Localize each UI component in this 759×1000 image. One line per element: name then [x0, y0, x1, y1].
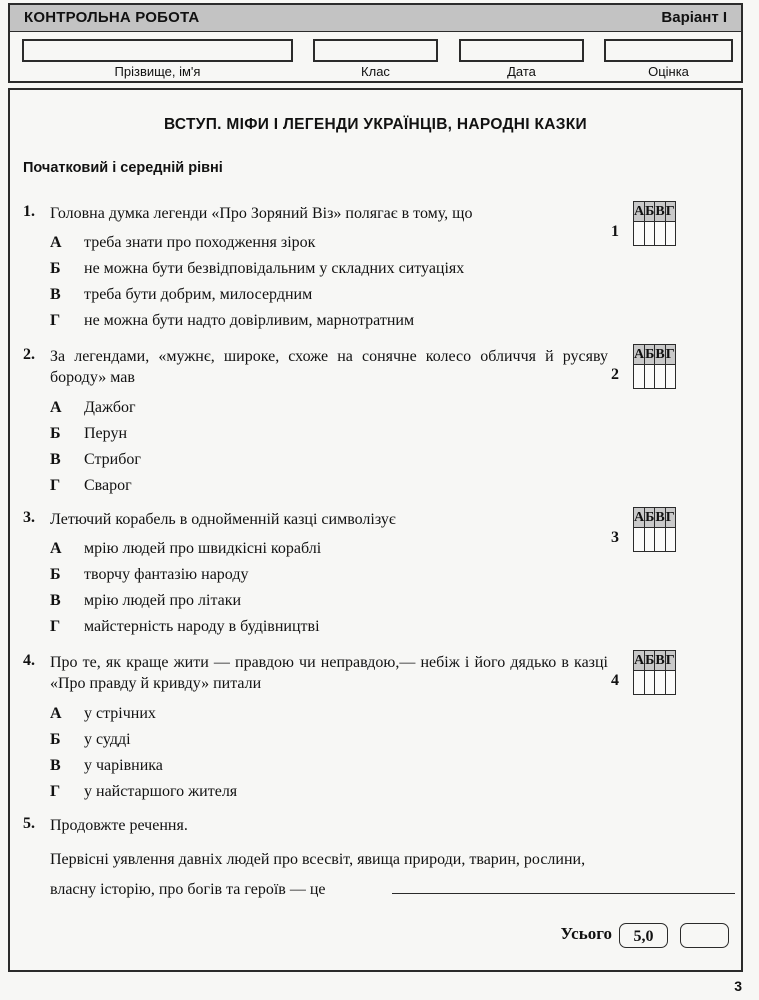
answer-grid-index: 4: [611, 672, 619, 689]
grid-header-d: Г: [665, 651, 675, 671]
option-letter: В: [50, 757, 61, 774]
field-class: [313, 39, 438, 79]
option-letter: А: [50, 540, 62, 557]
option-text: у судді: [84, 731, 131, 748]
grid-header-d: Г: [665, 202, 675, 222]
grid-header-a: А: [634, 651, 645, 671]
date-label: Дата: [507, 64, 536, 79]
total-max-value: 5,0: [619, 923, 668, 948]
option-text: Перун: [84, 425, 128, 442]
option-letter: В: [50, 451, 61, 468]
grid-cell-c[interactable]: [655, 528, 665, 552]
question-5-line-1: Первісні уявлення давніх людей про всесвіт, явища природи, тварин, рослини,: [50, 851, 586, 868]
option-text: треба знати про походження зірок: [84, 234, 316, 251]
question-prompt: Продовжте речення.: [50, 817, 188, 834]
grid-cell-b[interactable]: [645, 671, 655, 695]
question-text: Летючий корабель в однойменній казці символізує: [50, 511, 396, 528]
field-surname: [22, 39, 293, 79]
option-letter: Г: [50, 618, 61, 635]
option-text: не можна бути надто довірливим, марнотратним: [84, 312, 415, 329]
section-title: ВСТУП. МІФИ І ЛЕГЕНДИ УКРАЇНЦІВ, НАРОДНІ КАЗКИ: [164, 116, 587, 133]
grid-cell-a[interactable]: [634, 222, 645, 246]
option-letter: Г: [50, 783, 61, 800]
date-input[interactable]: [459, 39, 584, 62]
grid-header-c: В: [655, 651, 665, 671]
field-grade: [604, 39, 733, 79]
grid-cell-d[interactable]: [665, 528, 675, 552]
option-text: мрію людей про літаки: [84, 592, 242, 609]
option-text: не можна бути безвідповідальним у складних ситуаціях: [84, 260, 465, 277]
question-number: 4.: [23, 652, 35, 669]
grid-cell-c[interactable]: [655, 671, 665, 695]
student-fields-row: [10, 32, 741, 84]
grid-cell-d[interactable]: [665, 365, 675, 389]
grid-cell-d[interactable]: [665, 222, 675, 246]
question-number: 3.: [23, 509, 35, 526]
answer-grid-index: 2: [611, 366, 619, 383]
grid-header-a: А: [634, 508, 645, 528]
total-label: Усього: [560, 924, 612, 943]
class-label: Клас: [361, 64, 390, 79]
grid-header-b: Б: [645, 651, 655, 671]
grid-header-c: В: [655, 202, 665, 222]
class-input[interactable]: [313, 39, 438, 62]
question-5-answer-line[interactable]: [392, 893, 735, 894]
question-text: Про те, як краще жити — правдою чи неправдою,— небіж і його дядько в казці «Про правду й кривду» питали: [50, 654, 608, 692]
grid-header-b: Б: [645, 202, 655, 222]
option-letter: Б: [50, 731, 61, 748]
option-text: Сварог: [84, 477, 132, 494]
question-text: Головна думка легенди «Про Зоряний Віз» полягає в тому, що: [50, 205, 473, 222]
surname-label: Прізвище, ім'я: [114, 64, 201, 79]
question-number: 2.: [23, 346, 35, 363]
grid-cell-a[interactable]: [634, 528, 645, 552]
grid-cell-a[interactable]: [634, 671, 645, 695]
page-title: КОНТРОЛЬНА РОБОТА: [24, 9, 200, 26]
option-letter: Г: [50, 312, 61, 329]
header-frame: [8, 3, 743, 83]
question-number: 1.: [23, 203, 35, 220]
grid-cell-c[interactable]: [655, 365, 665, 389]
grid-header-c: В: [655, 508, 665, 528]
option-text: мрію людей про швидкісні кораблі: [84, 540, 322, 557]
question-5-line-2: власну історію, про богів та героїв — це: [50, 881, 326, 898]
variant-label: Варіант I: [661, 9, 727, 26]
option-text: Стрибог: [84, 451, 141, 468]
option-text: у найстаршого жителя: [84, 783, 238, 800]
option-letter: В: [50, 592, 61, 609]
option-text: Дажбог: [84, 399, 136, 416]
option-letter: А: [50, 399, 62, 416]
grid-header-c: В: [655, 345, 665, 365]
option-text: у чарівника: [84, 757, 163, 774]
grid-cell-b[interactable]: [645, 222, 655, 246]
level-label: Початковий і середній рівні: [23, 160, 223, 176]
answer-grid-index: 1: [611, 223, 619, 240]
option-letter: Г: [50, 477, 61, 494]
grid-cell-d[interactable]: [665, 671, 675, 695]
option-letter: Б: [50, 425, 61, 442]
option-letter: Б: [50, 566, 61, 583]
body-frame: [8, 88, 743, 972]
option-text: творчу фантазію народу: [84, 566, 249, 583]
option-letter: В: [50, 286, 61, 303]
grid-cell-b[interactable]: [645, 528, 655, 552]
grid-cell-b[interactable]: [645, 365, 655, 389]
grid-header-d: Г: [665, 508, 675, 528]
grade-input[interactable]: [604, 39, 733, 62]
question-text: За легендами, «мужнє, широке, схоже на сонячне колесо обличчя й русяву бороду» мав: [50, 348, 608, 386]
grid-header-b: Б: [645, 345, 655, 365]
option-letter: А: [50, 705, 62, 722]
question-number: 5.: [23, 815, 35, 832]
grid-header-b: Б: [645, 508, 655, 528]
option-text: у стрічних: [84, 705, 156, 722]
option-letter: А: [50, 234, 62, 251]
option-text: треба бути добрим, милосердним: [84, 286, 313, 303]
field-date: [459, 39, 584, 79]
grid-header-a: А: [634, 345, 645, 365]
option-text: майстерність народу в будівництві: [84, 618, 320, 635]
page-number: 3: [734, 978, 742, 994]
option-letter: Б: [50, 260, 61, 277]
answer-grid-index: 3: [611, 529, 619, 546]
header-bar: [10, 5, 741, 32]
grid-header-d: Г: [665, 345, 675, 365]
surname-input[interactable]: [22, 39, 293, 62]
grid-header-a: А: [634, 202, 645, 222]
grid-cell-c[interactable]: [655, 222, 665, 246]
total-score-input[interactable]: [680, 923, 729, 948]
grade-label: Оцінка: [648, 64, 689, 79]
grid-cell-a[interactable]: [634, 365, 645, 389]
